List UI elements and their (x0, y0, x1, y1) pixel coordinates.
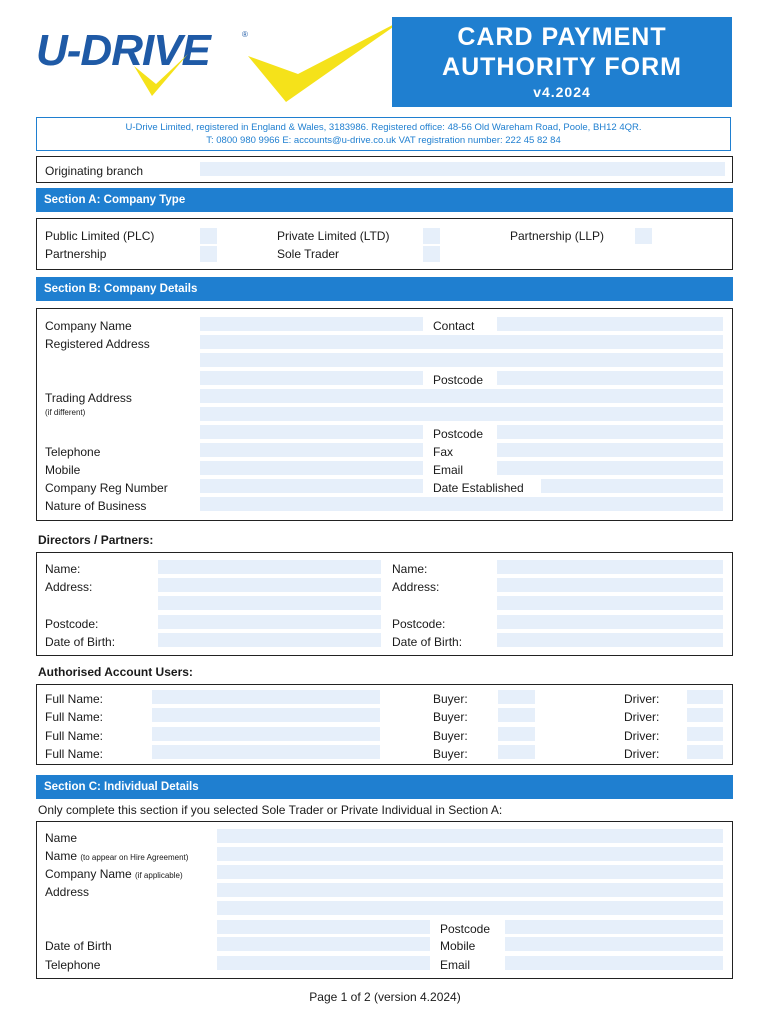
registered-address-line2[interactable] (200, 353, 723, 367)
individual-dob-label: Date of Birth (45, 939, 112, 953)
section-c-note: Only complete this section if you selected Sole Trader or Private Individual in Section A: (38, 803, 503, 817)
user2-driver-label: Driver: (624, 710, 660, 724)
form-version: v4.2024 (533, 84, 591, 100)
originating-branch-label: Originating branch (45, 164, 144, 178)
individual-email-label: Email (440, 958, 471, 972)
user4-full-name-field[interactable] (152, 745, 380, 759)
user1-buyer-checkbox[interactable] (498, 690, 535, 704)
user1-buyer-label: Buyer: (433, 692, 468, 706)
company-name-label: Company Name (45, 319, 132, 333)
director1-address-line2[interactable] (158, 596, 381, 610)
tick-swoosh-icon (238, 16, 408, 106)
director2-name-field[interactable] (497, 560, 723, 574)
company-info-box (36, 117, 731, 151)
director2-address-line2[interactable] (497, 596, 723, 610)
trading-address-line1[interactable] (200, 389, 723, 403)
director2-postcode-label: Postcode: (392, 617, 446, 631)
individual-address-label: Address (45, 885, 90, 899)
option-llp-checkbox[interactable] (635, 228, 652, 244)
director2-name-label: Name: (392, 562, 428, 576)
user3-driver-checkbox[interactable] (687, 727, 723, 741)
form-title-box (392, 17, 732, 107)
hire-name-field[interactable] (217, 847, 723, 861)
fax-field[interactable] (497, 443, 723, 457)
individual-company-label (45, 867, 183, 883)
contact-label: Contact (433, 319, 475, 333)
user3-full-name-field[interactable] (152, 727, 380, 741)
trading-address-note: (if different) (45, 408, 86, 417)
user3-driver-label: Driver: (624, 729, 660, 743)
hire-name-note: (to appear on Hire Agreement) (80, 853, 189, 862)
individual-postcode-label: Postcode (440, 922, 491, 936)
company-reg-label: Company Reg Number (45, 481, 168, 495)
company-info-line2: T: 0800 980 9966 E: accounts@u-drive.co.uk VAT registration number: 222 45 82 84 (206, 135, 561, 146)
individual-address-line2[interactable] (217, 901, 723, 915)
individual-company-note: (if applicable) (135, 871, 183, 880)
option-llp-label: Partnership (LLP) (510, 229, 605, 243)
option-plc-label: Public Limited (PLC) (45, 229, 155, 243)
telephone-label: Telephone (45, 445, 101, 459)
logo-text: U-DRIVE (36, 26, 210, 75)
contact-field[interactable] (497, 317, 723, 331)
originating-branch-field[interactable] (200, 162, 725, 176)
individual-mobile-field[interactable] (505, 937, 723, 951)
director1-dob-field[interactable] (158, 633, 381, 647)
user2-buyer-label: Buyer: (433, 710, 468, 724)
trading-postcode-field[interactable] (497, 425, 723, 439)
registered-postcode-label: Postcode (433, 373, 484, 387)
user1-full-name-field[interactable] (152, 690, 380, 704)
director1-postcode-label: Postcode: (45, 617, 99, 631)
directors-title: Directors / Partners: (38, 533, 154, 547)
nature-of-business-field[interactable] (200, 497, 723, 511)
email-label: Email (433, 463, 464, 477)
trading-address-line2[interactable] (200, 407, 723, 421)
form-title-line2: AUTHORITY FORM (442, 53, 682, 81)
trading-address-label: Trading Address (45, 391, 132, 405)
director1-address-label: Address: (45, 580, 93, 594)
option-sole-trader-label: Sole Trader (277, 247, 340, 261)
hire-name-label-text: Name (45, 849, 78, 863)
fax-label: Fax (433, 445, 454, 459)
registered-address-line3[interactable] (200, 371, 423, 385)
option-partnership-checkbox[interactable] (200, 246, 217, 262)
individual-company-label-text: Company Name (45, 867, 132, 881)
individual-postcode-field[interactable] (505, 920, 723, 934)
company-name-field[interactable] (200, 317, 423, 331)
individual-telephone-label: Telephone (45, 958, 101, 972)
user3-buyer-label: Buyer: (433, 729, 468, 743)
individual-name-field[interactable] (217, 829, 723, 843)
option-ltd-label: Private Limited (LTD) (277, 229, 390, 243)
logo-tick-icon (130, 52, 190, 104)
option-sole-trader-checkbox[interactable] (423, 246, 440, 262)
registered-mark: ® (242, 30, 248, 39)
section-a-box (36, 218, 733, 270)
date-established-field[interactable] (541, 479, 723, 493)
director2-address-line1[interactable] (497, 578, 723, 592)
individual-company-field[interactable] (217, 865, 723, 879)
registered-postcode-field[interactable] (497, 371, 723, 385)
registered-address-label: Registered Address (45, 337, 150, 351)
director1-dob-label: Date of Birth: (45, 635, 116, 649)
director1-postcode-field[interactable] (158, 615, 381, 629)
section-c-header: Section C: Individual Details (36, 775, 733, 799)
user4-driver-label: Driver: (624, 747, 660, 761)
user2-full-name-label: Full Name: (45, 710, 104, 724)
email-field[interactable] (497, 461, 723, 475)
individual-address-line1[interactable] (217, 883, 723, 897)
director1-name-field[interactable] (158, 560, 381, 574)
authorised-users-title: Authorised Account Users: (38, 665, 193, 679)
user1-driver-label: Driver: (624, 692, 660, 706)
trading-address-line3[interactable] (200, 425, 423, 439)
user1-full-name-label: Full Name: (45, 692, 104, 706)
option-ltd-checkbox[interactable] (423, 228, 440, 244)
director2-dob-label: Date of Birth: (392, 635, 463, 649)
date-established-label: Date Established (433, 481, 524, 495)
individual-mobile-label: Mobile (440, 939, 476, 953)
section-a-header: Section A: Company Type (36, 188, 733, 212)
director1-address-line1[interactable] (158, 578, 381, 592)
user4-driver-checkbox[interactable] (687, 745, 723, 759)
individual-name-label: Name (45, 831, 78, 845)
company-reg-field[interactable] (200, 479, 423, 493)
user1-driver-checkbox[interactable] (687, 690, 723, 704)
mobile-label: Mobile (45, 463, 81, 477)
telephone-field[interactable] (200, 443, 423, 457)
page-footer: Page 1 of 2 (version 4.2024) (309, 990, 461, 1004)
user2-driver-checkbox[interactable] (687, 708, 723, 722)
option-plc-checkbox[interactable] (200, 228, 217, 244)
user3-full-name-label: Full Name: (45, 729, 104, 743)
registered-address-line1[interactable] (200, 335, 723, 349)
user3-buyer-checkbox[interactable] (498, 727, 535, 741)
individual-dob-field[interactable] (217, 937, 430, 951)
user4-buyer-label: Buyer: (433, 747, 468, 761)
form-title-line1: CARD PAYMENT (457, 23, 667, 51)
user2-buyer-checkbox[interactable] (498, 708, 535, 722)
director2-address-label: Address: (392, 580, 440, 594)
trading-postcode-label: Postcode (433, 427, 484, 441)
user4-full-name-label: Full Name: (45, 747, 104, 761)
director2-postcode-field[interactable] (497, 615, 723, 629)
director1-name-label: Name: (45, 562, 81, 576)
nature-of-business-label: Nature of Business (45, 499, 147, 513)
individual-address-line3[interactable] (217, 920, 430, 934)
user4-buyer-checkbox[interactable] (498, 745, 535, 759)
individual-email-field[interactable] (505, 956, 723, 970)
director2-dob-field[interactable] (497, 633, 723, 647)
user2-full-name-field[interactable] (152, 708, 380, 722)
section-b-header: Section B: Company Details (36, 277, 733, 301)
hire-name-label (45, 849, 188, 865)
individual-telephone-field[interactable] (217, 956, 430, 970)
option-partnership-label: Partnership (45, 247, 107, 261)
mobile-field[interactable] (200, 461, 423, 475)
company-info-line1: U-Drive Limited, registered in England & Wales, 3183986. Registered office: 48-56 Old Wareham Road, Poole, BH12 4QR. (125, 122, 642, 133)
